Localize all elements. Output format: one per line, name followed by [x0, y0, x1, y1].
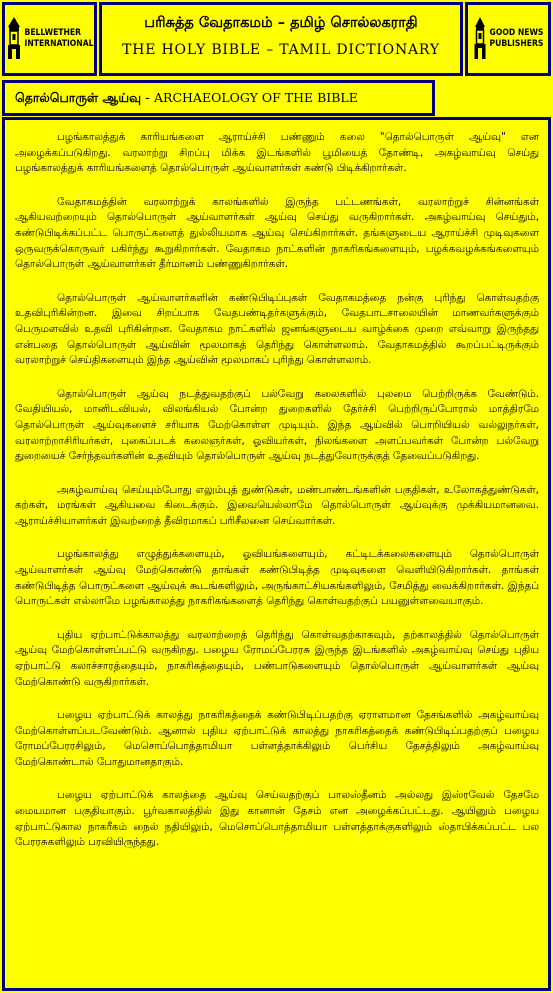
- section-heading-english: ARCHAEOLOGY OF THE BIBLE: [154, 90, 358, 105]
- page-title-tamil: பரிசுத்த வேதாகமம் – தமிழ் சொல்லகராதி: [144, 15, 418, 31]
- bell-tower-icon: [473, 17, 487, 61]
- section-heading-separator: -: [141, 91, 155, 106]
- section-heading-tamil: தொல்பொருள் ஆய்வு: [15, 90, 142, 105]
- paragraph: பழங்காலத்து எழுத்துக்களையும், ஓவியங்களையும், கட்டிடக்கலைகளையும் தொல்பொருள் ஆய்வாளர்கள் ஆய்வு மேற்கொண்டு தாங்கள் கண்டுபிடித்த முடிவுகளை வெளியிடுகிறார்கள். தாங்கள் கண்டுபிடித்த பொருட்களை ஆய்வுக் கூடங்களிலும், அருங்காட்சியகங்களிலும், சேமித்து வைக்கிறார்கள். இந்தப் பொருட்கள் எல்லாமே பழங்காலத்து நாகரிகங்களைத் தெரிந்து கொள்வதற்குப் பயனுள்ளவையாகும்.: [15, 548, 539, 608]
- paragraph: பழைய ஏற்பாட்டுக் காலத்தை ஆய்வு செய்வதற்குப் பாலஸ்தீனம் அல்லது இஸ்ரவேல் தேசமே மையமான பகுதியாகும். பூர்வகாலத்தில் இது கானான் தேசம் என அழைக்கப்பட்டது. ஆயினும் பழைய ஏற்பாட்டுகால நாகரீகம் நைல் நதியிலும், மெசொப்பொத்தாமியா பள்ளத்தாக்குகளிலும் ஸ்தாபிக்கப்பட்ட பல பேரரசுகளிலும் பரவியிருந்தது.: [15, 789, 539, 849]
- good-news-logo-box: [465, 2, 551, 76]
- bellwether-logo-box: [2, 2, 97, 76]
- good-news-logo-text: GOOD NEWS PUBLISHERS: [489, 28, 544, 49]
- paragraph: தொல்பொருள் ஆய்வாளர்களின் கண்டுபிடிப்புகள் வேதாகமத்தை நன்கு புரிந்து கொள்வதற்கு உதவிபுரிகின்றன. இவை சிறப்பாக வேதபண்டிதர்களுக்கும், வேதபாடசாலையின் மாணவர்களுக்கும் பெருமளவில் உதவி புரிகின்றன. வேதாகம நாட்களில் ஜனங்களுடைய வாழ்க்கை முறை எவ்வாறு இருந்தது என்பதை தொல்பொருள் ஆய்வின் மூலமாகத் தெரிந்து கொள்ளலாம். வேதாகமத்தில் கூறப்பட்டிருக்கும் வரலாற்றுச் செய்திகளையும் இந்த ஆய்வின் மூலமாகப் புரிந்து கொள்ளலாம்.: [15, 291, 539, 367]
- article-body: [5, 120, 548, 851]
- paragraph: அகழ்வாய்வு செய்யும்போது எலும்புத் துண்டுகள், மண்பாண்டங்களின் பகுதிகள், உலோகத்துண்டுகள், கற்கள், மரங்கள் ஆகியவை கிடைக்கும். இவையெல்லாமே தொல்பொருள் ஆய்வுக்கு முக்கியமானவை. ஆராய்ச்சியாளர்கள் இவற்றைத் தீவிரமாகப் பரிசீலனை செய்வார்கள்.: [15, 483, 539, 528]
- bellwether-logo-text: BELLWETHER INTERNATIONAL: [24, 28, 94, 49]
- section-heading-box: [2, 80, 435, 116]
- paragraph: தொல்பொருள் ஆய்வு நடத்துவதற்குப் பல்வேறு கலைகளில் புலமை பெற்றிருக்க வேண்டும். வேதியியல், மானிடவியல், விலங்கியல் போன்ற துறைகளில் தேர்ச்சி பெற்றிருப்போரால் மாத்திரமே தொல்பொருள் ஆய்வுகளைச் சரியாக மேற்கொள்ள முடியும். இந்த ஆய்வில் பொறியியல் வல்லுநர்கள், வரலாற்றாசிரியர்கள், புகைப்படக் கலைஞர்கள், ஓவியர்கள், நிலங்களை அளப்பவர்கள் போன்ற பல்வேறு துறையைச் சேர்ந்தவர்களின் உதவியும் தொல்பொருள் ஆய்வு நடத்துவோருக்குத் தேவைப்படுகிறது.: [15, 387, 539, 463]
- good-news-logo: [468, 5, 548, 73]
- paragraph: வேதாகமத்தின் வரலாற்றுக் காலங்களில் இருந்த பட்டணங்கள், வரலாற்றுச் சின்னங்கள் ஆகியவற்றையும் தொல்பொருள் ஆய்வாளர்கள் ஆய்வு செய்து வருகிறார்கள். அகழ்வாய்வு செய்தும், கண்டுபிடிக்கப்பட்ட பொருட்களைத் துல்லியமாக ஆய்வு செய்கிறார்கள். தங்களுடைய ஆராய்ச்சி முடிவுகளை ஒருவருக்கொருவர் பகிர்ந்து கூறுகிறார்கள். வேதாகம நாட்களின் நாகரிகங்களையும், பழக்கவழக்கங்களையும் தொல்பொருள் ஆய்வாளர்கள் தீர்மானம் பண்ணுகிறார்கள்.: [15, 195, 539, 271]
- paragraph: பழைய ஏற்பாட்டுக் காலத்து நாகரிகத்தைக் கண்டுபிடிப்பதற்கு ஏராளமான தேசங்களில் அகழ்வாய்வு மேற்கொள்ளப்படவேண்டும். ஆனால் புதிய ஏற்பாட்டுக் காலத்து நாகரிகத்தைக் கண்டுபிடிப்பதற்குப் பழைய ரோமப்பேரரசிலும், மெசொப்பொத்தாமியா பள்ளத்தாக்கிலும் பெர்சிய தேசத்திலும் அகழ்வாய்வு மேற்கொண்டால் போதுமானதாகும்.: [15, 708, 539, 768]
- article-content-box: [2, 117, 551, 991]
- bell-tower-icon: [6, 17, 22, 61]
- section-heading: [5, 83, 432, 107]
- paragraph: பழங்காலத்துக் காரியங்களை ஆராய்ச்சி பண்ணும் கலை "தொல்பொருள் ஆய்வு" என அழைக்கப்படுகிறது. வரலாற்று சிறப்பு மிக்க இடங்களில் பூமியைத் தோண்டி, அகழ்வாய்வு செய்து பழங்காலத்துக் காரியங்களைத் தொல்பொருள் ஆய்வாளர்கள் கண்டு பிடிக்கிறார்கள்.: [15, 131, 539, 175]
- paragraph: புதிய ஏற்பாட்டுக்காலத்து வரலாற்றைத் தெரிந்து கொள்வதற்காகவும், தற்காலத்தில் தொல்பொருள் ஆய்வு மேற்கொள்ளப்பட்டு வருகிறது. பழைய ரோமப்பேரரசு இருந்த இடங்களில் அகழ்வாய்வு செய்து புதிய ஏற்பாட்டு கலாச்சாரத்தையும், நாகரிகத்தையும், பண்பாடுகளையும் தொல்பொருள் ஆய்வாளர்கள் ஆய்வு மேற்கொண்டு வருகிறார்கள்.: [15, 628, 539, 688]
- bellwether-logo: [5, 5, 94, 73]
- page-title-english: THE HOLY BIBLE – TAMIL DICTIONARY: [122, 42, 440, 58]
- header-title-box: [99, 2, 463, 76]
